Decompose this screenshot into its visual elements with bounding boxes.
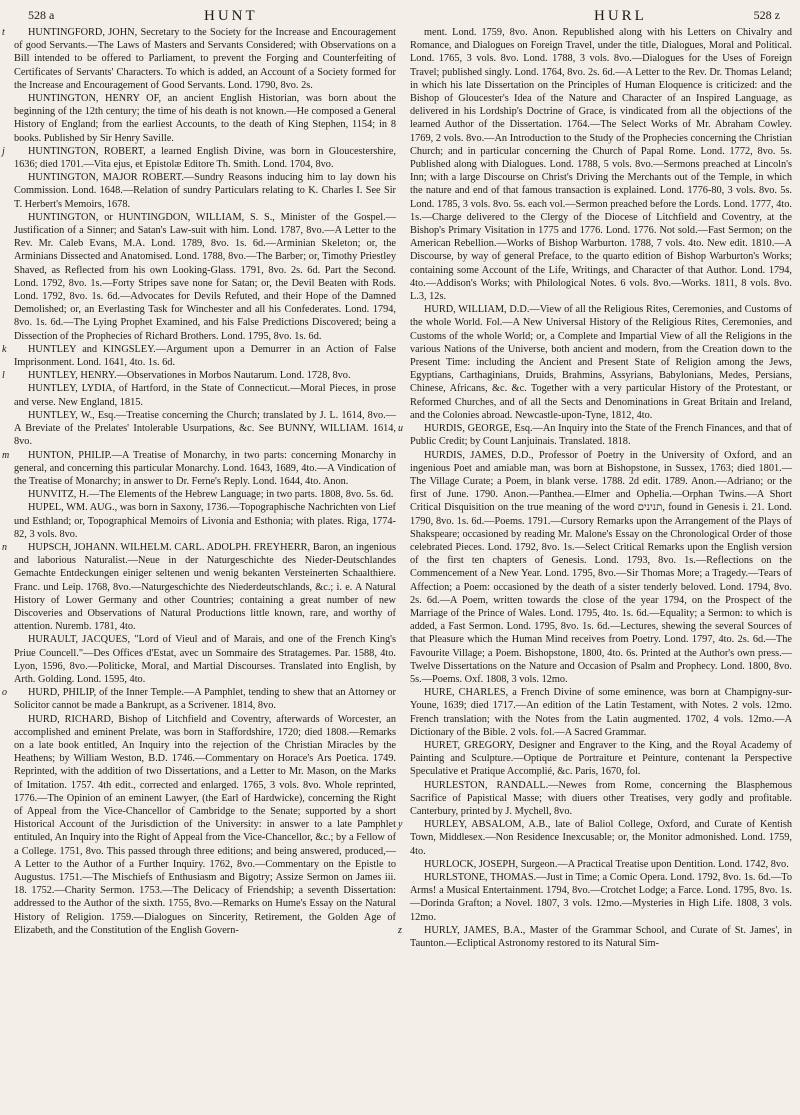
entry-text: HUNTLEY, HENRY.—Observationes in Morbos Nautarum. Lond. 1728, 8vo. [28,370,351,382]
entry-text: HUNTINGFORD, JOHN, Secretary to the Society for the Increase and Encouragement of good Servants.—The Laws of Masters and Servants Considered; with Observations on a Bill intended to be offered to Parliament, to prevent the Forging and Counterfeiting of Certificates of Servants' Characters. To which is added, an Account of a Society formed for the Increase and Encouragement of Good Servants. Lond. 1790, 8vo. 2s. [14,27,396,91]
entry-text: HURD, RICHARD, Bishop of Litchfield and Coventry, afterwards of Worcester, an accomplished and eminent Prelate, was born in Staffordshire, 1720; died 1808.—Remarks on a late book entitled, An Inquiry into the rejection of the Christian Miracles by the Heathens; by William Weston, B.D. 1746.—Commentary on Horace's Ars Poetica. 1749. Reprinted, with the addition of two Dissertations, and a Letter to Mr. Mason, on the Marks of Imitation. 1757. 4th edit., corrected and enlarged. 1765, 3 vols. 8vo. Whole reprinted, 1776.—The Opinion of an eminent Lawyer, (the Earl of Hardwicke), concerning the Right of Appeal from the Vice-Chancellor of Cambridge to the Senate; supported by a short Historical Account of the Jurisdiction of the University: in answer to a late Pamphlet entituled, An Inquiry into the Right of Appeal from the Vice-Chancellor, &c.; by a Fellow of a College. 1751, 8vo. This passed through three editions; and being answered, produced,—A Letter to the Author of a Further Inquiry. 1762, 8vo.—Commentary on the Epistle to Augustus. 1751.—The Mischiefs of Enthusiasm and Bigotry; Assize Sermon on James iii. 18. 1752.—Charity Sermon. 1753.—The Delicacy of Friendship; a seventh Dissertation: addressed to the Author of the sixth. 1755, 8vo.—Remarks on Hume's Essay on the Natural History of Religion. 1759.—Dialogues on Sincerity, Retirement, the Golden Age of Elizabeth, and the Constitution of the English Govern- [14,713,396,936]
margin-mark: t [2,27,5,38]
entry-text: HUNTINGTON, ROBERT, a learned English Divine, was born in Gloucestershire, 1636; died 1701.—Vita ejus, et Epistolæ Editore Th. Smith. Lond. 1704, 8vo. [14,145,396,171]
entry-text: HURD, WILLIAM, D.D.—View of all the Religious Rites, Ceremonies, and Customs of the whole World. Fol.—A New Universal History of the Religious Rites, Ceremonies, and Customs of the whole World; or, a Complete and Impartial View of all the Religions in the various Nations of the Universe, both ancient and modern, from the Creation down to the Present Time: including the Ancient and Present State of Religion among the Jews, Egyptians, Carthaginians, Druids, Brahmins, Assyrians, Babylonians, Medes, Persians, Chinese, Africans, &c. &c. Together with a very particular History of the Protestant, or Reformed Churches, and of all the Sects and Denominations in Great Britain and Ireland, and the Colonies abroad. Newcastle-upon-Tyne, 1812, 4to. [410,304,792,421]
running-header [14,6,786,28]
bibliography-entry [14,713,396,937]
bibliography-entry [14,488,396,501]
entry-text: HURD, PHILIP, of the Inner Temple.—A Pamphlet, tending to shew that an Attorney or Solicitor cannot be made a Bankrupt, as a Scrivener. 1814, 8vo. [14,687,396,712]
bibliography-entry [14,171,396,211]
entry-text: HUPEL, WM. AUG., was born in Saxony, 1736.—Topographische Nachrichten von Lief und Esthland; or, Topographical Memoirs of Livonia and Esthonia; with plates. Riga, 1774-82, 3 vols. 8vo. [14,502,396,540]
entry-text: HUNTLEY and KINGSLEY.—Argument upon a Demurrer in an Action of False Imprisonment. Lond. 1641, 4to. 1s. 6d. [14,343,396,369]
bibliography-entry [2,343,396,369]
entry-text: HURLEY, ABSALOM, A.B., late of Baliol College, Oxford, and Curate of Kentish Town, Middlesex.—Non Residence Inexcusable; or, the Monitor admonished. Lond. 1759, 4to. [410,819,792,857]
bibliography-entry [410,739,792,779]
margin-mark: j [2,145,5,157]
entry-text: HURET, GREGORY, Designer and Engraver to the King, and the Royal Academy of Painting and Sculpture.—Optique de Portraiture et Peinture, contenant la Perspective Speculative et Pratique Accomplié, &c. Paris, 1670, fol. [410,739,792,778]
entry-text: HURDIS, JAMES, D.D., Professor of Poetry in the University of Oxford, and an ingenious Poet and amiable man, was born at Bishopstone, in Sussex, 1763; died 1801.—The Village Curate; a Poem, in blank verse. 1788. 2d edit. 1789. Anon.—Adriano; or the first of June. 1790. Anon.—Panthea.—Elmer and Ophelia.—Orphan Twins.—A Short Critical Disquisition on the true meaning of the word תנינים, found in Genesis i. 21. Lond. 1790, 8vo. 1s. 6d.—Poems. 1791.—Cursory Remarks upon the Arrangement of the Plays of Shakspeare; occasioned by reading Mr. Malone's Essay on the Chronological Order of those celebrated Pieces. Lond. 1792, 8vo. 1s.—Select Critical Remarks upon the English version of the first ten chapters of Genesis. Lond. 1793, 8vo. 1s.—Reflections on the Commencement of a New Year. Lond. 1795, 8vo.—Sir Thomas More; a Tragedy.—Tears of Affection; a Poem: occasioned by the death of a sister tenderly beloved. Lond. 1794, 8vo. 2s. 6d.—A Poem, written towards the close of the year 1794, on the Prospect of the Marriage of the Prince of Wales. Lond. 1795, 4to. 1s. 6d.—Equality; a Sermon: to which is added, a Fast Sermon. Lond. 1795, 8vo. 1s. 6d.—Lectures, shewing the several Sources of that Pleasure which the Human Mind receives from Poetry. Lond. 1797, 4to. 2s. 6d.—The Favourite Village; a Poem. Bishopstone, 1800, 4to. 6s. Printed at the Author's own press.—Twelve Dissertations on the Nature and Occasion of Psalm and Prophecy. Lond. 1800, 8vo. 5s.—Poems. Oxf. 1808, 3 vols. 12mo. [410,449,792,685]
margin-mark: n [2,541,7,553]
bibliography-entry [410,303,792,422]
bibliography-entry [14,501,396,541]
bibliography-entry [410,26,792,303]
bibliography-entry [14,409,396,449]
margin-mark: u [398,423,403,435]
bibliography-entry [2,26,396,92]
right-running-head: HURL [594,8,647,24]
bibliography-entry [410,449,792,687]
margin-mark: l [2,370,5,382]
entry-text: HUNTLEY, LYDIA, of Hartford, in the State of Connecticut.—Moral Pieces, in prose and verse. New England, 1815. [14,383,396,408]
left-column [2,26,396,1111]
entry-text: HUNVITZ, H.—The Elements of the Hebrew Language; in two parts. 1808, 8vo. 5s. 6d. [28,489,394,501]
margin-mark: m [2,449,10,461]
margin-mark: k [2,343,7,355]
bibliography-entry [410,858,792,871]
entry-text: HURLESTON, RANDALL.—Newes from Rome, concerning the Blasphemous Sacrifice of Papistical Masse; with diuers other Treatises, very godly and profitable. Canterbury, printed by J. Mychell, 8vo. [410,779,792,817]
entry-text: HUNTLEY, W., Esq.—Treatise concerning the Church; translated by J. L. 1614, 8vo.—A Breviate of the Prelates' Intolerable Usurpations, &c. See BUNNY, WILLIAM. 1614, 8vo. [14,409,396,448]
entry-text: HURLSTONE, THOMAS.—Just in Time; a Comic Opera. Lond. 1792, 8vo. 1s. 6d.—To Arms! a Musical Entertainment. 1794, 8vo.—Crotchet Lodge; a Farce. Lond. 1795, 8vo. 1s.—Dorinda Grafton; a Novel. 1807, 3 vols. 12mo.—Mysteries in High Life. 1808, 3 vols. 12mo. [410,872,792,923]
left-running-head: HUNT [204,8,258,24]
entry-text: HUNTON, PHILIP.—A Treatise of Monarchy, in two parts: concerning Monarchy in general, and concerning this particular Monarchy. Lond. 1643, 1689, 4to.—A Vindication of the Treatise of Monarchy; in answer to Dr. Ferne's Reply. Lond. 1644, 4to. Anon. [14,449,396,487]
bibliography-entry [2,541,396,633]
bibliography-entry [2,449,396,489]
entry-text: HURDIS, GEORGE, Esq.—An Inquiry into the State of the French Finances, and that of Public Credit; by Count Lanjuinais. Translated. 1818. [410,423,792,448]
bibliography-entry [410,871,792,924]
bibliography-entry [398,422,792,448]
margin-mark: y [398,819,403,831]
bibliography-entry [2,145,396,171]
entry-text: ment. Lond. 1759, 8vo. Anon. Republished along with his Letters on Chivalry and Romance, and Dialogues on Foreign Travel, under the title, Dialogues, Moral and Political. Lond. 1765, 3 vols. 8vo. Lond. 1788, 3 vols. 8vo.—Dialogues for the Uses of Foreign Travel; published singly. Lond. 1764, 8vo. 2s. 6d.—A Letter to the Rev. Dr. Thomas Leland; in which his late Dissertation on the Principles of Human Eloquence is criticized: and the Bishop of Gloucester's Idea of the Nature and Character of an Inspired Language, as delivered in his Lordship's Doctrine of Grace, is vindicated from all the objections of the learned Author of the Dissertation. 1764.—The Select Works of Mr. Abraham Cowley. 1769, 2 vols. 8vo.—An Introduction to the Study of the Prophecies concerning the Christian Church; and in particular concerning the Church of Papal Rome. Lond. 1772, 8vo. 5s. Published along with Dialogues. Lond. 1788, 5 vols. 8vo.—Sermons preached at Lincoln's Inn; with a large Discourse on Christ's Driving the Merchants out of the Temple, in which the nature and end of that famous transaction is explained. Lond. 1776-80, 3 vols. 8vo. 5s. Lond. 1785, 3 vols. 8vo. 5s. each vol.—Sermon preached before the Lords. Lond. 1777, 4to. 1s.—Charge delivered to the Clergy of the Diocese of Litchfield and Coventry, at the Bishop's Primary Visitation in 1775 and 1776. Lond. 1776. Not sold.—Fast Sermon; on the American Rebellion.—Works of Bishop Warburton. 1788, 7 vols. 4to. New edit. 1810.—A Discourse, by way of general Preface, to the quarto edition of Bishop Warburton's Works; containing some Account of the Life, Writings, and Character of that Author. Lond. 1794, 4to.—Addison's Works; with Philological Notes. 6 vols. 8vo.—Works. 1811, 8 vols. 8vo. L.3, 12s. [410,27,792,303]
entry-text: HURLOCK, JOSEPH, Surgeon.—A Practical Treatise upon Dentition. Lond. 1742, 8vo. [424,858,789,870]
bibliography-entry [14,633,396,686]
bibliography-entry [14,92,396,145]
bibliography-entry [410,779,792,819]
bibliography-entry [14,211,396,343]
entry-text: HUNTINGTON, or HUNTINGDON, WILLIAM, S. S., Minister of the Gospel.—Justification of a Sinner; and Satan's Law-suit with him. Lond. 1787, 8vo.—A Letter to the Rev. Mr. Caleb Evans, M.A. Lond. 1789, 8vo. 1s. 6d.—Arminian Skeleton; or, the Arminians Dissected and Anatomised. Lond. 1788, 8vo.—The Barber; or, Timothy Priestley Shaved, as Reflected from his own Looking-Glass. 1791, 8vo. 2s. 6d. Part the Second. Lond. 1792, 8vo. 1s.—Forty Stripes save none for Satan; or, the Devil Beaten with Rods. Lond. 1792, 8vo. 1s. 6d.—Advocates for Devils Refuted, and their Hope of the Damned Demolished; or, an Everlasting Task for Winchester and all his Confederates. Lond. 1794, 8vo. 1s. 6d.—The Lying Prophet Examined, and his False Predictions Discovered; being a Dissection of the Prophecies of Richard Brothers. Lond. 1795, 8vo. 1s. 6d. [14,211,396,342]
bibliography-entry [2,369,396,382]
right-page-number: 528 z [753,8,780,22]
bibliography-entry [410,686,792,739]
bibliography-entry [398,818,792,858]
margin-mark: o [2,687,7,699]
entry-text: HURLY, JAMES, B.A., Master of the Grammar School, and Curate of St. James', in Taunton.—Ecliptical Astronomy restored to its Natural Sim- [410,924,792,950]
entry-text: HURAULT, JACQUES, "Lord of Vieul and of Marais, and one of the French King's Priue Councell."—Des Offices d'Estat, avec un Sommaire des Stratagemes. Par. 1588, 4to. Lyon, 1596, 8vo.—Politicke, Moral, and Martial Discourses. Translated into English, by Arth. Golding. Lond. 1595, 4to. [14,634,396,685]
left-page-number: 528 a [28,8,55,22]
entry-text: HUPSCH, JOHANN. WILHELM. CARL. ADOLPH. FREYHERR, Baron, an ingenious and laborious Naturalist.—Neue in der Naturgeschichte des Nieder-Deutschlandes Gemachte Entdeckungen einiger seltenen und wenig bekanten Versteinerten Schaalthiere. Franc. und Leip. 1768, 8vo.—Naturgeschichte des Niederdeutschlands, &c.; i. e. A Natural History of Lower Germany and other Countries; containing a great number of new Discoveries and Observations of Natural Productions little known, rare, and worthy of attention. Nuremb. 1781, 4to. [14,541,396,633]
entry-text: HURE, CHARLES, a French Divine of some eminence, was born at Champigny-sur-Youne, 1639; died 1717.—An edition of the Latin Testament, with Notes. 2 vols. 12mo. French translation; with the Notes from the Latin augmented. 1702, 4 vols. 12mo.—A Dictionary of the Bible. 2 vols. fol.—A Sacred Grammar. [410,687,792,738]
text-columns [2,26,792,1111]
bibliography-entry [14,382,396,408]
right-column [398,26,792,1111]
bibliography-entry [2,686,396,712]
bibliography-entry [398,924,792,950]
entry-text: HUNTINGTON, HENRY OF, an ancient English Historian, was born about the beginning of the 12th century; the time of his death is not known.—He composed a General History of England; from the earliest Accounts, to the death of King Stephen, 1154; in 8 books. Published by Sir Henry Saville. [14,93,396,144]
entry-text: HUNTINGTON, MAJOR ROBERT.—Sundry Reasons inducing him to lay down his Commission. Lond. 1648.—Relation of sundry Particulars relating to K. Charles I. See Sir T. Herbert's Memoirs, 1678. [14,172,396,210]
margin-mark: z [398,924,402,936]
